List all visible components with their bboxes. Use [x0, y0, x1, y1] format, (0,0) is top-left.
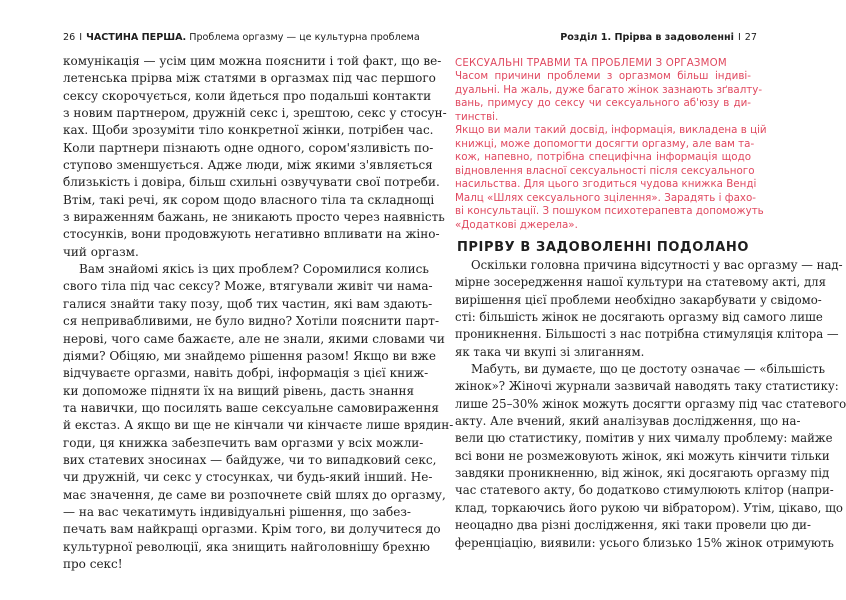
- text-line: близькість і довіра, більш схильні озвучувати свої потреби.: [63, 175, 440, 190]
- text-line: ся непривабливими, не було видно? Хотіли пояснити парт-: [63, 314, 439, 329]
- text-line: має значення, де саме ви розпочнете свій шлях до оргазму,: [63, 487, 446, 502]
- text-line: — на вас чекатимуть індивідуальні рішення, що забез-: [63, 504, 411, 519]
- text-line: Втім, такі речі, як сором щодо власного тіла та складнощі: [63, 192, 435, 207]
- text-line: з вираженням бажань, не зникають просто через наявність: [63, 210, 445, 225]
- text-line: свого тіла під час сексу? Може, втягували живіт чи нама-: [63, 279, 433, 294]
- text-line: Малц «Шлях сексуального зцілення». Зарадять і фахо-: [455, 191, 756, 204]
- text-line: чий оргазм.: [63, 244, 139, 259]
- text-line: час статевого акту, бо додатково стимулюють клітор (напри-: [455, 483, 834, 498]
- part-title: Проблема оргазму — це культурна проблема: [189, 32, 420, 43]
- sidebar-box: [455, 57, 767, 233]
- text-line: діями? Обіцяю, ми знайдемо рішення разом! Якщо ви вже: [63, 348, 436, 363]
- header-separator: I: [737, 32, 741, 43]
- right-body-text: [455, 257, 846, 552]
- text-line: Часом причини проблеми з оргазмом більш індиві-: [455, 70, 751, 82]
- left-page-number: 26: [63, 32, 76, 43]
- text-line: чи дружній, чи секс у стосунках, чи будь-який інший. Не-: [63, 470, 433, 485]
- text-line: проникнення. Більшості з нас потрібна стимуляція клітора —: [455, 327, 839, 342]
- text-line: ступово зменшується. Адже люди, між якими з'являється: [63, 158, 433, 173]
- sidebar-title: СЕКСУАЛЬНІ ТРАВМИ ТА ПРОБЛЕМИ З ОРГАЗМОМ: [455, 58, 727, 69]
- text-line: ві консультації. З пошуком психотерапевта допоможуть: [455, 205, 764, 218]
- right-page-number: 27: [744, 32, 757, 43]
- text-line: ках. Щоби зрозуміти тіло конкретної жінки, потрібен час.: [63, 123, 434, 138]
- text-line: Коли партнери пізнають одне одного, сором'язливість по-: [63, 140, 434, 155]
- text-line: культурної революції, яка знищить найголовнішу брехню: [63, 539, 430, 554]
- text-line: насильства. Для цього згодиться чудова книжка Венді: [455, 178, 757, 191]
- text-line: «Додаткові джерела».: [455, 219, 578, 232]
- text-line: вань, примусу до сексу чи сексуального аб'юзу в ди-: [455, 97, 751, 110]
- text-line: ференціацію, виявили: усього близько 15% жінок отримують: [455, 535, 834, 550]
- left-body-text: [63, 53, 454, 573]
- left-running-header: [63, 31, 420, 44]
- text-line: про секс!: [63, 556, 123, 571]
- text-line: вирішення цієї проблеми необхідно закарбувати у свідомо-: [455, 292, 822, 307]
- text-line: стосунків, вони продовжують негативно впливати на жіно-: [63, 227, 440, 242]
- text-line: нерові, чого саме бажаєте, але не знали, якими словами чи: [63, 331, 445, 346]
- text-line: акту. Але вчений, який аналізував дослідження, що на-: [455, 414, 801, 429]
- text-line: лише 25–30% жінок можуть досягти оргазму під час статевого: [455, 396, 846, 411]
- text-line: ки допоможе підняти їх на вищий рівень, дасть знання: [63, 383, 415, 398]
- text-line: як така чи вкупі зі злиганням.: [455, 344, 645, 359]
- text-line: книжці, може допомогти досягти оргазму, але вам та-: [455, 137, 755, 150]
- text-line: Вам знайомі якісь із цих проблем? Соромилися колись: [79, 262, 429, 277]
- text-line: дуальні. На жаль, дуже багато жінок зазнають зґвалту-: [455, 83, 763, 96]
- chapter-title: Розділ 1. Прірва в задоволенні: [560, 32, 734, 43]
- text-line: летенська прірва між статями в оргазмах під час першого: [63, 71, 436, 86]
- text-line: тинстві.: [455, 110, 499, 123]
- text-line: відчуваєте оргазми, навіть добрі, інформація з цієї книж-: [63, 366, 429, 381]
- text-line: печать вам найкращі оргазми. Крім того, ви долучитеся до: [63, 522, 441, 537]
- text-line: й екстаз. А якщо ви ще не кінчали чи кінчаєте лише врядин-: [63, 418, 454, 433]
- right-running-header: [560, 31, 757, 44]
- part-label: ЧАСТИНА ПЕРША.: [86, 32, 187, 43]
- section-heading: ПРІРВУ В ЗАДОВОЛЕННІ ПОДОЛАНО: [456, 240, 750, 255]
- text-line: всі вони не розмежовують жінок, які можуть кінчити тільки: [455, 448, 830, 463]
- text-line: галися знайти таку позу, щоб тих частин, які вам здають-: [63, 296, 433, 311]
- text-line: сексу скорочується, коли йдеться про подальші контакти: [63, 88, 432, 103]
- text-line: вели цю статистику, помітив у них чималу проблему: майже: [455, 431, 833, 446]
- text-line: вих статевих зносинах — байдуже, чи то випадковий секс,: [63, 452, 437, 467]
- text-line: відновлення власної сексуальності після сексуального: [455, 164, 755, 177]
- header-separator: I: [79, 32, 83, 43]
- sidebar-body: [455, 70, 767, 233]
- text-line: Оскільки головна причина відсутності у вас оргазму — над-: [471, 258, 843, 272]
- text-line: мірне зосередження нашої культури на статевому акті, для: [455, 275, 826, 290]
- text-line: завдяки проникненню, від жінок, які досягають оргазму під: [455, 466, 830, 481]
- text-line: з новим партнером, дружній секс і, зрештою, секс у стосун-: [63, 106, 447, 121]
- text-line: клад, торкаючись його рукою чи вібратором). Утім, цікаво, що: [455, 500, 843, 515]
- text-line: Якщо ви мали такий досвід, інформація, викладена в цій: [455, 124, 767, 137]
- text-line: та навички, що посилять ваше сексуальне самовираження: [63, 400, 439, 415]
- text-line: годи, ця книжка забезпечить вам оргазми у всіх можли-: [63, 435, 424, 450]
- text-line: Мабуть, ви думаєте, що це достоту означає — «більшість: [471, 362, 826, 377]
- text-line: кож, напевно, потрібна специфічна інформація щодо: [455, 151, 751, 164]
- text-line: сті: більшість жінок не досягають оргазму від самого лише: [455, 310, 823, 325]
- text-line: жінок»? Жіночі журнали зазвичай наводять таку статистику:: [455, 379, 839, 394]
- text-line: комунікація — усім цим можна пояснити і той факт, що ве-: [63, 54, 442, 68]
- text-line: неоцадно два різні дослідження, які таки провели цю ди-: [455, 518, 811, 533]
